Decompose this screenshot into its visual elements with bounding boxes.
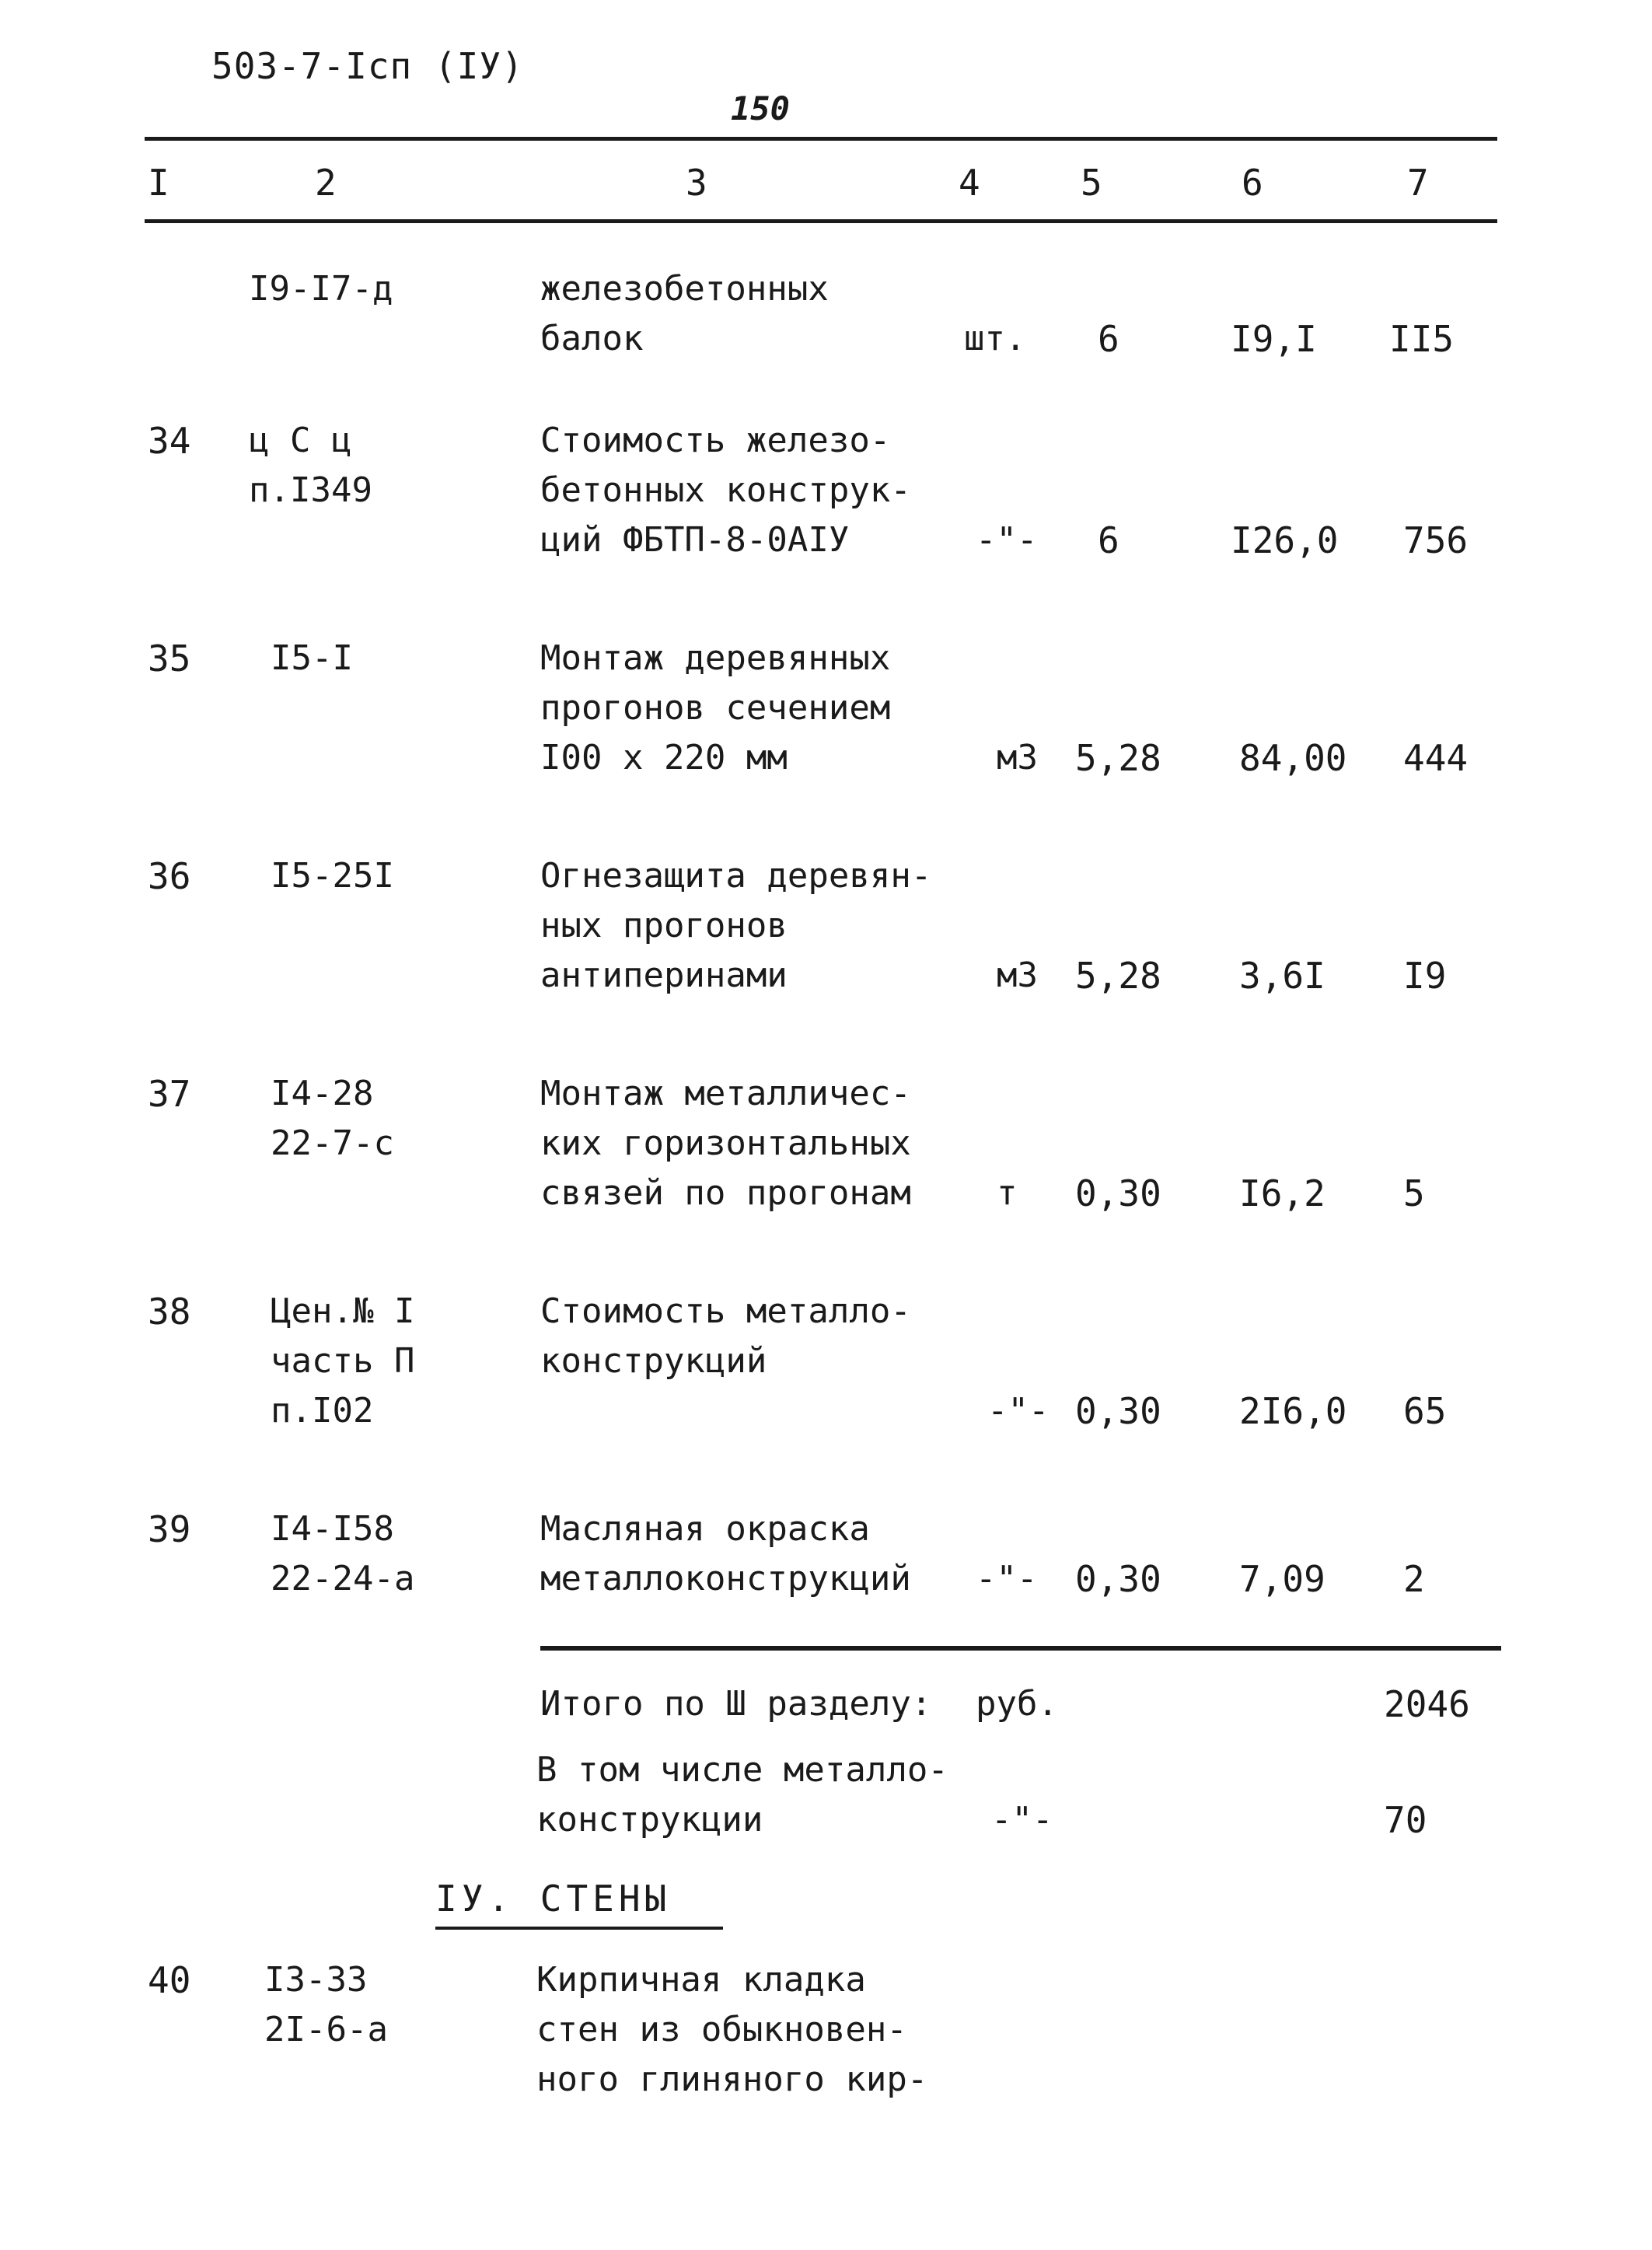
column-header-2: 2: [315, 162, 337, 204]
row-description-line: ций ФБТП-8-0АIУ: [540, 520, 850, 560]
row-quantity: 5,28: [1075, 955, 1161, 997]
row-code-line: 2I-6-а: [264, 2010, 388, 2049]
row-unit: -"-: [976, 1559, 1038, 1598]
row-code-line: 22-24-а: [271, 1559, 415, 1598]
row-description-line: связей по прогонам: [540, 1173, 911, 1213]
row-description-line: Огнезащита деревян-: [540, 856, 932, 896]
row-description-line: балок: [540, 319, 644, 358]
row-number: 37: [148, 1073, 191, 1115]
row-unit: -"-: [976, 520, 1038, 560]
column-header-7: 7: [1407, 162, 1429, 204]
row-description-line: металлоконструкций: [540, 1559, 911, 1598]
row-total: 5: [1403, 1172, 1425, 1214]
section-title: IУ. СТЕНЫ: [435, 1878, 672, 1920]
row-code-line: п.I02: [271, 1391, 374, 1431]
row-description-line: Монтаж деревянных: [540, 638, 891, 678]
row-description-line: бетонных конструк-: [540, 470, 911, 510]
row-quantity: 6: [1098, 519, 1119, 561]
row-code-line: I5-I: [271, 638, 353, 678]
row-price: I9,I: [1231, 318, 1317, 360]
row-number: 40: [148, 1959, 191, 2001]
row-number: 36: [148, 855, 191, 897]
row-total: 65: [1403, 1390, 1447, 1432]
row-total: 444: [1403, 737, 1469, 779]
totals-label: В том числе металло-: [536, 1750, 948, 1790]
row-description-line: антиперинами: [540, 956, 788, 995]
row-description-line: прогонов сечением: [540, 688, 891, 728]
row-price: 84,00: [1239, 737, 1347, 779]
totals-rule: [540, 1646, 1501, 1651]
row-code-line: I3-33: [264, 1960, 368, 2000]
row-number: 34: [148, 420, 191, 462]
row-description-line: I00 х 220 мм: [540, 738, 788, 777]
column-header-6: 6: [1242, 162, 1263, 204]
table-top-rule: [145, 137, 1497, 141]
column-header-4: 4: [959, 162, 980, 204]
row-code-line: I9-I7-д: [249, 269, 393, 309]
row-unit: м3: [997, 738, 1038, 777]
row-description-line: ных прогонов: [540, 906, 788, 945]
row-code-line: I4-28: [271, 1074, 374, 1113]
row-description-line: Стоимость металло-: [540, 1291, 911, 1331]
row-code-line: I5-25I: [271, 856, 394, 896]
row-quantity: 0,30: [1075, 1172, 1161, 1214]
row-number: 35: [148, 638, 191, 680]
row-unit: т: [997, 1173, 1018, 1213]
column-header-3: 3: [686, 162, 707, 204]
header-bottom-rule: [145, 219, 1497, 223]
row-total: 2: [1403, 1558, 1425, 1600]
row-price: I6,2: [1239, 1172, 1325, 1214]
row-number: 38: [148, 1291, 191, 1333]
row-price: 3,6I: [1239, 955, 1325, 997]
row-code-line: п.I349: [249, 470, 372, 510]
row-unit: -"-: [987, 1391, 1050, 1431]
row-quantity: 5,28: [1075, 737, 1161, 779]
row-code-line: ц С ц: [249, 421, 352, 460]
row-unit: шт.: [964, 319, 1026, 358]
row-description-line: ного глиняного кир-: [536, 2060, 928, 2099]
row-total: I9: [1403, 955, 1447, 997]
row-code-line: I4-I58: [271, 1509, 394, 1549]
row-total: II5: [1389, 318, 1455, 360]
column-header-5: 5: [1081, 162, 1102, 204]
row-description-line: Кирпичная кладка: [536, 1960, 866, 2000]
row-unit: м3: [997, 956, 1038, 995]
row-description-line: Масляная окраска: [540, 1509, 870, 1549]
row-description-line: стен из обыкновен-: [536, 2010, 907, 2049]
row-price: 7,09: [1239, 1558, 1325, 1600]
totals-value: 70: [1384, 1799, 1427, 1841]
row-code-line: Цен.№ I: [271, 1291, 415, 1331]
totals-unit: руб.: [976, 1684, 1058, 1724]
row-price: I26,0: [1231, 519, 1339, 561]
row-description-line: Стоимость железо-: [540, 421, 891, 460]
row-total: 756: [1403, 519, 1469, 561]
document-code: 503-7-Iсп (IУ): [211, 45, 524, 87]
row-number: 39: [148, 1508, 191, 1550]
row-description-line: железобетонных: [540, 269, 829, 309]
row-code-line: 22-7-с: [271, 1123, 394, 1163]
column-header-1: I: [148, 162, 169, 204]
page-number: 150: [731, 89, 790, 128]
totals-label: Итого по Ш разделу:: [540, 1684, 932, 1724]
section-title-underline: [435, 1927, 723, 1930]
totals-unit: -"-: [991, 1800, 1053, 1839]
row-description-line: конструкций: [540, 1341, 767, 1381]
row-description-line: ких горизонтальных: [540, 1123, 911, 1163]
totals-label: конструкции: [536, 1800, 763, 1839]
totals-value: 2046: [1384, 1683, 1470, 1725]
row-quantity: 0,30: [1075, 1390, 1161, 1432]
row-price: 2I6,0: [1239, 1390, 1347, 1432]
row-quantity: 6: [1098, 318, 1119, 360]
row-code-line: часть П: [271, 1341, 415, 1381]
row-quantity: 0,30: [1075, 1558, 1161, 1600]
row-description-line: Монтаж металличес-: [540, 1074, 911, 1113]
